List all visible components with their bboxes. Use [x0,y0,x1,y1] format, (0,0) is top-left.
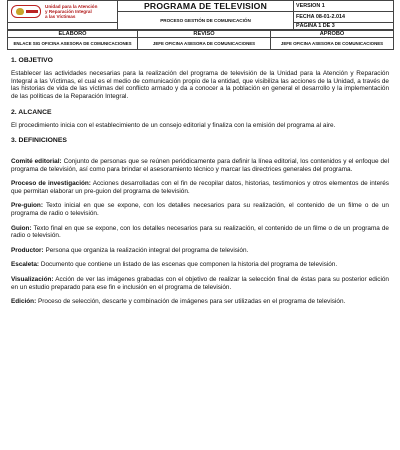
definition-term: Proceso de investigación: [11,180,91,188]
definition-term: Comité editorial: [11,157,62,165]
elaboro-value: ENLACE SIG OFICINA ASESORA DE COMUNICACIONES [8,38,138,50]
scope-heading: 2. ALCANCE [11,109,52,117]
definition-item [11,202,389,217]
definitions-heading: 3. DEFINICIONES [11,136,67,144]
definition-item [11,158,389,173]
definition-item [11,180,389,195]
definition-term: Visualización: [11,275,54,283]
aprobo-header: APROBÓ [271,31,394,38]
definition-term: Productor: [11,246,44,254]
definition-text: Acción de ver las imágenes grabadas con el objetivo de realizar la selección final de éstas para su posterior edición en un estudio preparado para ese fin e inclusión en el programa de televisión. [11,275,389,291]
aprobo-value: JEFE OFICINA ASESORA DE COMUNICACIONES [271,38,394,50]
definition-item [11,225,389,240]
definition-text: Conjunto de personas que se reúnen periódicamente para definir la línea editorial, los contenidos y el enfoque del programa de televisión, así como para brindar el asesoramiento técnico y marcar las directrices generales del programa. [11,157,389,173]
logo-cell-bottom [8,23,118,30]
definition-item [11,247,389,255]
definition-term: Escaleta: [11,261,40,269]
definition-term: Guion: [11,224,32,232]
elaboro-header: ELABORÓ [8,31,138,38]
process-name: PROCESO GESTIÓN DE COMUNICACIÓN [118,12,294,30]
definition-text: Documento que contiene un listado de las escenas que componen la historia del programa de televisión. [39,261,338,269]
scope-text: El procedimiento inicia con el establecimiento de un consejo editorial y finaliza con la emisión del programa al aire. [11,122,336,130]
unidad-victimas-logo [11,4,114,19]
reviso-value: JEFE OFICINA ASESORA DE COMUNICACIONES [138,38,271,50]
logo-cell [8,1,118,23]
definition-text: Persona que organiza la realización integral del programa de televisión. [43,246,249,254]
definition-text: Texto final en que se expone, con los detalles necesarios para su realización, el contenido de un filme o de un programa de radio o televisión. [11,224,389,240]
date-label: FECHA 08-01-2.014 [294,12,394,23]
definition-item [11,276,389,291]
document-title: PROGRAMA DE TELEVISION [118,1,294,12]
colombia-seal-icon [11,5,41,18]
logo-text: Unidad para la Atención y Reparación Integral a las Víctimas [45,4,98,19]
definition-item [11,261,389,269]
objective-heading: 1. OBJETIVO [11,57,53,64]
version-label: VERSION 1 [294,1,394,12]
document-body [7,57,393,306]
definition-text: Texto inicial en que se expone, con los detalles necesarios para su realización, el contenido de un filme o de un programa de radio o televisión. [11,202,389,217]
objective-text: Establecer las actividades necesarias para la realización del programa de televisión de la Unidad para la Atención y Reparación Integral a las Víctimas, el cual es el medio de comunicación propio de la entidad, que visibiliza las acciones de la Unidad, a través de las historias de vida de las víctimas del conflicto armado y da a conocer a la población en general el desarrollo y la implementación de las políticas de la Reparación Integral. [11,70,389,100]
definition-term: Edición: [11,298,37,306]
reviso-header: REVISÓ [138,31,271,38]
page-label: PÁGINA 1 DE 3 [294,23,394,30]
definition-text: Acciones desarrolladas con el fin de recopilar datos, historias, testimonios y otros elementos de interés que permitan elaborar un pre-guion del programa de televisión. [11,180,389,195]
definition-item [11,298,389,306]
signature-table [7,30,394,50]
definition-term: Pre-guion: [11,202,43,210]
definition-text: Proceso de selección, descarte y combinación de imágenes para ser utilizadas en el programa de televisión. [36,298,346,306]
document-header [7,0,394,30]
